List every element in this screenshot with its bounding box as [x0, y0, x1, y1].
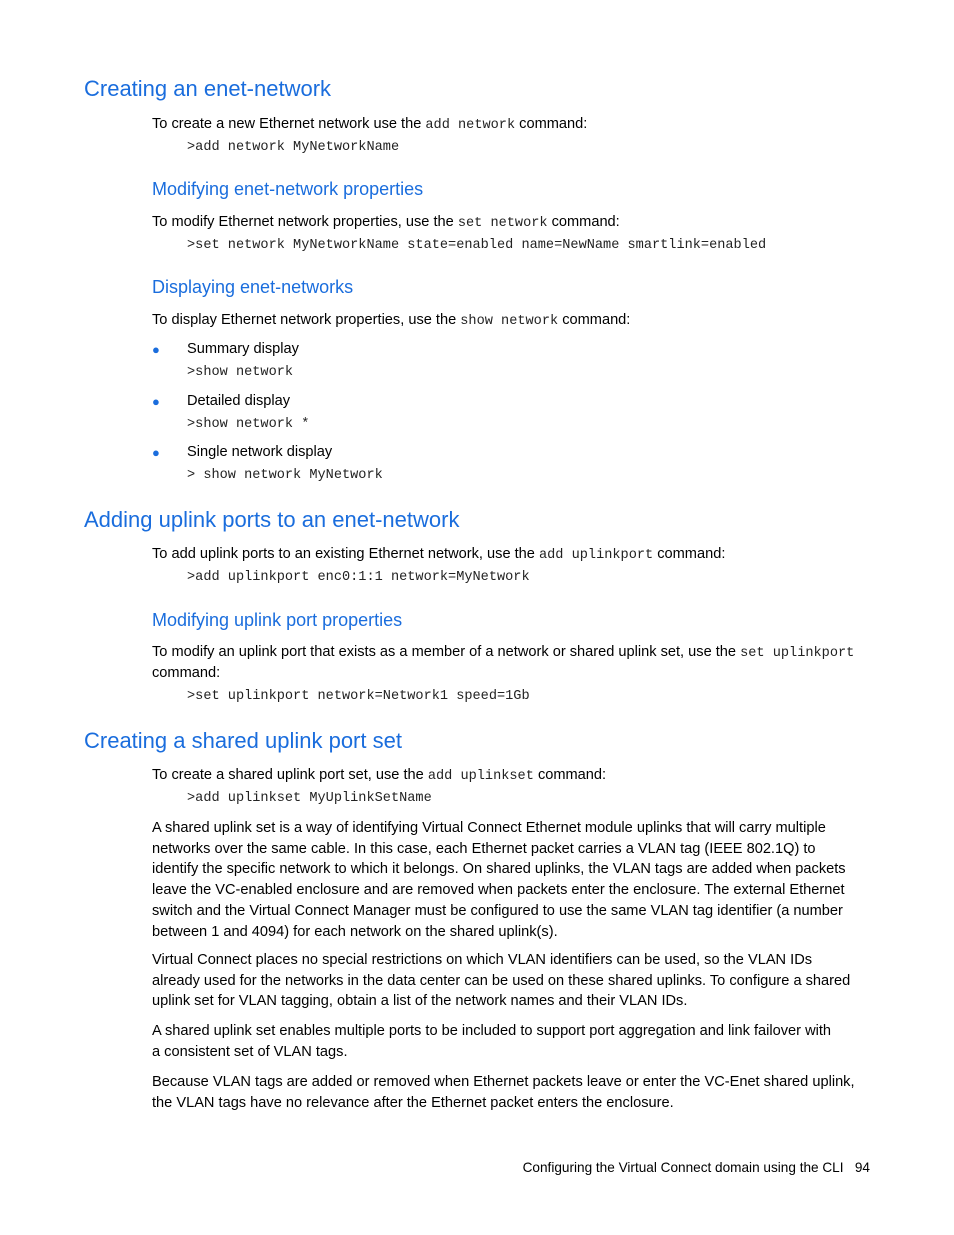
intro-text: To add uplink ports to an existing Ethernet network, use the: [152, 546, 539, 562]
heading-creating-shared-uplink: Creating a shared uplink port set: [84, 728, 402, 753]
intro-text: To modify an uplink port that exists as a member of a network or shared uplink set, use the: [152, 644, 741, 660]
list-item: Detailed display: [187, 393, 291, 409]
paragraph-line: A shared uplink set enables multiple ports to be included to support port aggregation and link failover with: [152, 1023, 832, 1039]
command-example: >show network: [187, 365, 294, 380]
intro-text: command:: [558, 312, 631, 328]
intro-displaying-enet-networks: [152, 312, 630, 329]
paragraph-line: between 1 and 4094) for each network on the shared uplink(s).: [152, 923, 558, 940]
command-example: >add uplinkset MyUplinkSetName: [187, 791, 432, 806]
intro-text: To create a new Ethernet network use the: [152, 116, 426, 132]
intro-creating-shared-uplink: [152, 767, 606, 784]
intro-text: command:: [152, 665, 221, 681]
inline-command: show network: [460, 314, 559, 329]
command-example: >show network *: [187, 417, 310, 432]
intro-text: command:: [515, 116, 588, 132]
command-example: >add uplinkport enc0:1:1 network=MyNetwork: [187, 570, 530, 585]
command-example: > show network MyNetwork: [187, 468, 383, 483]
paragraph-line: networks over the same cable. In this case, each Ethernet packet carries a VLAN tag (IEEE 802.1Q) to: [152, 840, 816, 857]
intro-text: To create a shared uplink port set, use the: [152, 767, 428, 783]
bullet-icon: ●: [152, 394, 160, 409]
intro-text: To display Ethernet network properties, use the: [152, 312, 461, 328]
body-paragraph: [152, 950, 872, 1012]
body-paragraph: [152, 818, 872, 942]
bullet-icon: ●: [152, 342, 160, 357]
paragraph-line: Because VLAN tags are added or removed when Ethernet packets leave or enter the VC-Enet shared uplink,: [152, 1074, 855, 1090]
page-number: 94: [854, 1160, 870, 1175]
list-item: Summary display: [187, 341, 299, 357]
inline-command: add uplinkset: [427, 769, 534, 784]
command-example: >add network MyNetworkName: [187, 140, 400, 155]
paragraph-line: Virtual Connect places no special restrictions on which VLAN identifiers can be used, so the VLAN IDs: [152, 952, 813, 968]
intro-creating-enet-network: [152, 116, 587, 133]
paragraph-line: uplink set for VLAN tagging, obtain a list of the network names and their VLAN IDs.: [152, 993, 688, 1010]
heading-displaying-enet-networks: Displaying enet-networks: [152, 277, 354, 297]
inline-command: add network: [425, 118, 516, 133]
paragraph-line: leave the VC-enabled enclosure and are removed when packets enter the enclosure. The external Ethernet: [152, 882, 845, 899]
heading-adding-uplink-ports: Adding uplink ports to an enet-network: [84, 507, 460, 532]
inline-command: set network: [457, 216, 548, 231]
page-footer: [523, 1160, 870, 1175]
inline-command: add uplinkport: [538, 548, 654, 563]
list-item: Single network display: [187, 444, 333, 460]
heading-creating-enet-network: Creating an enet-network: [84, 76, 332, 101]
body-paragraph: [152, 1072, 872, 1113]
paragraph-line: identify the specific network to which it belongs. On shared uplinks, the VLAN tags are added when packets: [152, 861, 846, 878]
heading-modifying-uplink-port: Modifying uplink port properties: [152, 610, 403, 630]
bullet-icon: ●: [152, 445, 160, 460]
paragraph-line: the VLAN tags have no relevance after the Ethernet packet enters the enclosure.: [152, 1094, 674, 1111]
intro-modifying-uplink-port: [152, 644, 854, 661]
intro-modifying-enet-network: [152, 214, 620, 231]
body-paragraph: [152, 1021, 872, 1062]
paragraph-line: already used for the networks in the data center can be used on these shared uplinks. To configure a shared: [152, 972, 851, 989]
paragraph-line: a consistent set of VLAN tags.: [152, 1043, 348, 1060]
command-example: >set uplinkport network=Network1 speed=1Gb: [187, 689, 530, 704]
heading-modifying-enet-network: Modifying enet-network properties: [152, 179, 424, 199]
paragraph-line: A shared uplink set is a way of identifying Virtual Connect Ethernet module uplinks that will carry multiple: [152, 820, 826, 836]
intro-text: command:: [533, 767, 607, 783]
footer-text: Configuring the Virtual Connect domain using the CLI: [522, 1160, 844, 1175]
paragraph-line: switch and the Virtual Connect Manager must be configured to use the same VLAN tag identifier (a number: [152, 902, 843, 919]
command-example: >set network MyNetworkName state=enabled name=NewName smartlink=enabled: [187, 238, 767, 253]
inline-command: set uplinkport: [740, 646, 855, 661]
intro-adding-uplink-ports: [152, 546, 725, 563]
intro-text: command:: [547, 214, 620, 230]
intro-text: To modify Ethernet network properties, use the: [152, 214, 458, 230]
intro-text: command:: [653, 546, 726, 562]
